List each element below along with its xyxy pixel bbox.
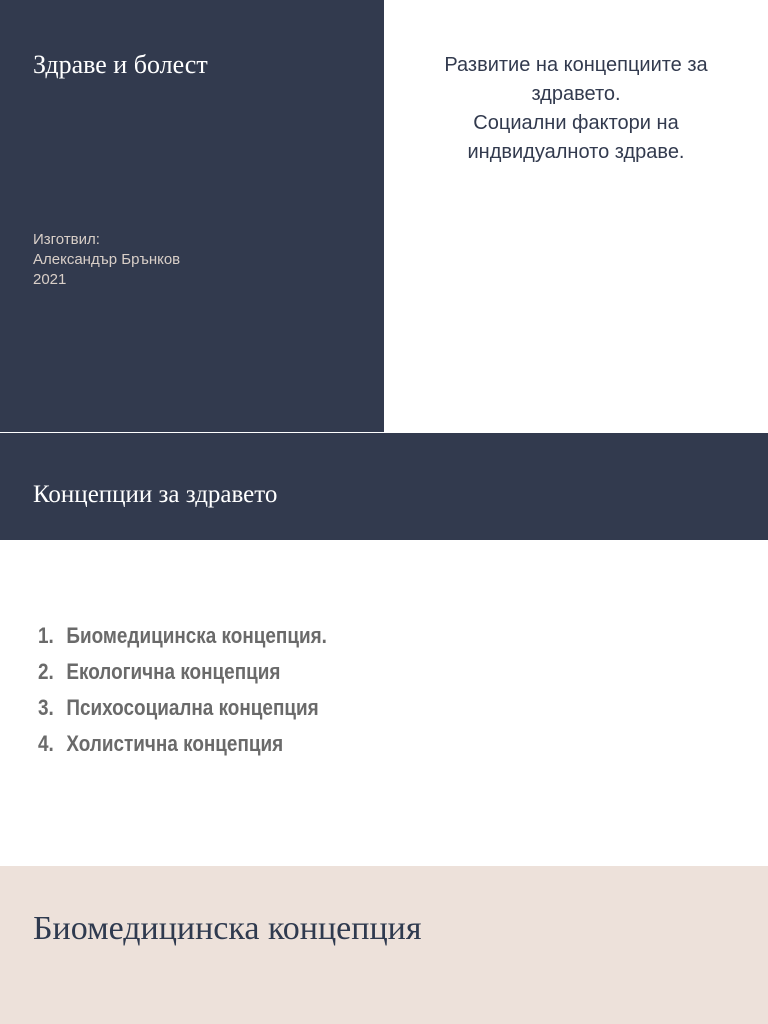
list-item (38, 654, 327, 690)
author-block (33, 230, 180, 290)
list-item (38, 690, 327, 726)
concepts-header-band (0, 433, 768, 540)
list-item-number: 4. (38, 731, 54, 756)
biomedical-title: Биомедицинска концепция (33, 910, 422, 947)
author-label: Изготвил: (33, 231, 100, 248)
concepts-slide (0, 432, 768, 866)
subtitle-line: Развитие на концепциите за (444, 54, 708, 76)
title-slide (0, 0, 768, 432)
presentation-subtitle (398, 51, 754, 167)
list-item-number: 2. (38, 659, 54, 684)
list-item-label: Екологична концепция (66, 659, 281, 684)
subtitle-panel (384, 0, 768, 432)
list-item (38, 726, 327, 762)
biomedical-slide (0, 866, 768, 1024)
concepts-title: Концепции за здравето (33, 481, 278, 508)
list-item (38, 618, 327, 654)
list-item-label: Психосоциална концепция (66, 695, 319, 720)
list-item-label: Холистична концепция (66, 731, 284, 756)
subtitle-line: Социални фактори на (473, 112, 679, 134)
list-item-label: Биомедицинска концепция. (66, 623, 327, 648)
presentation-title: Здраве и болест (33, 50, 208, 79)
subtitle-line: здравето. (531, 83, 621, 105)
list-item-number: 3. (38, 695, 54, 720)
title-panel (0, 0, 384, 432)
subtitle-line: индвидуалното здраве. (467, 141, 685, 163)
concepts-list (38, 618, 374, 762)
author-name: Александър Брънков (33, 251, 181, 268)
list-item-number: 1. (38, 623, 54, 648)
presentation-year: 2021 (33, 271, 67, 288)
